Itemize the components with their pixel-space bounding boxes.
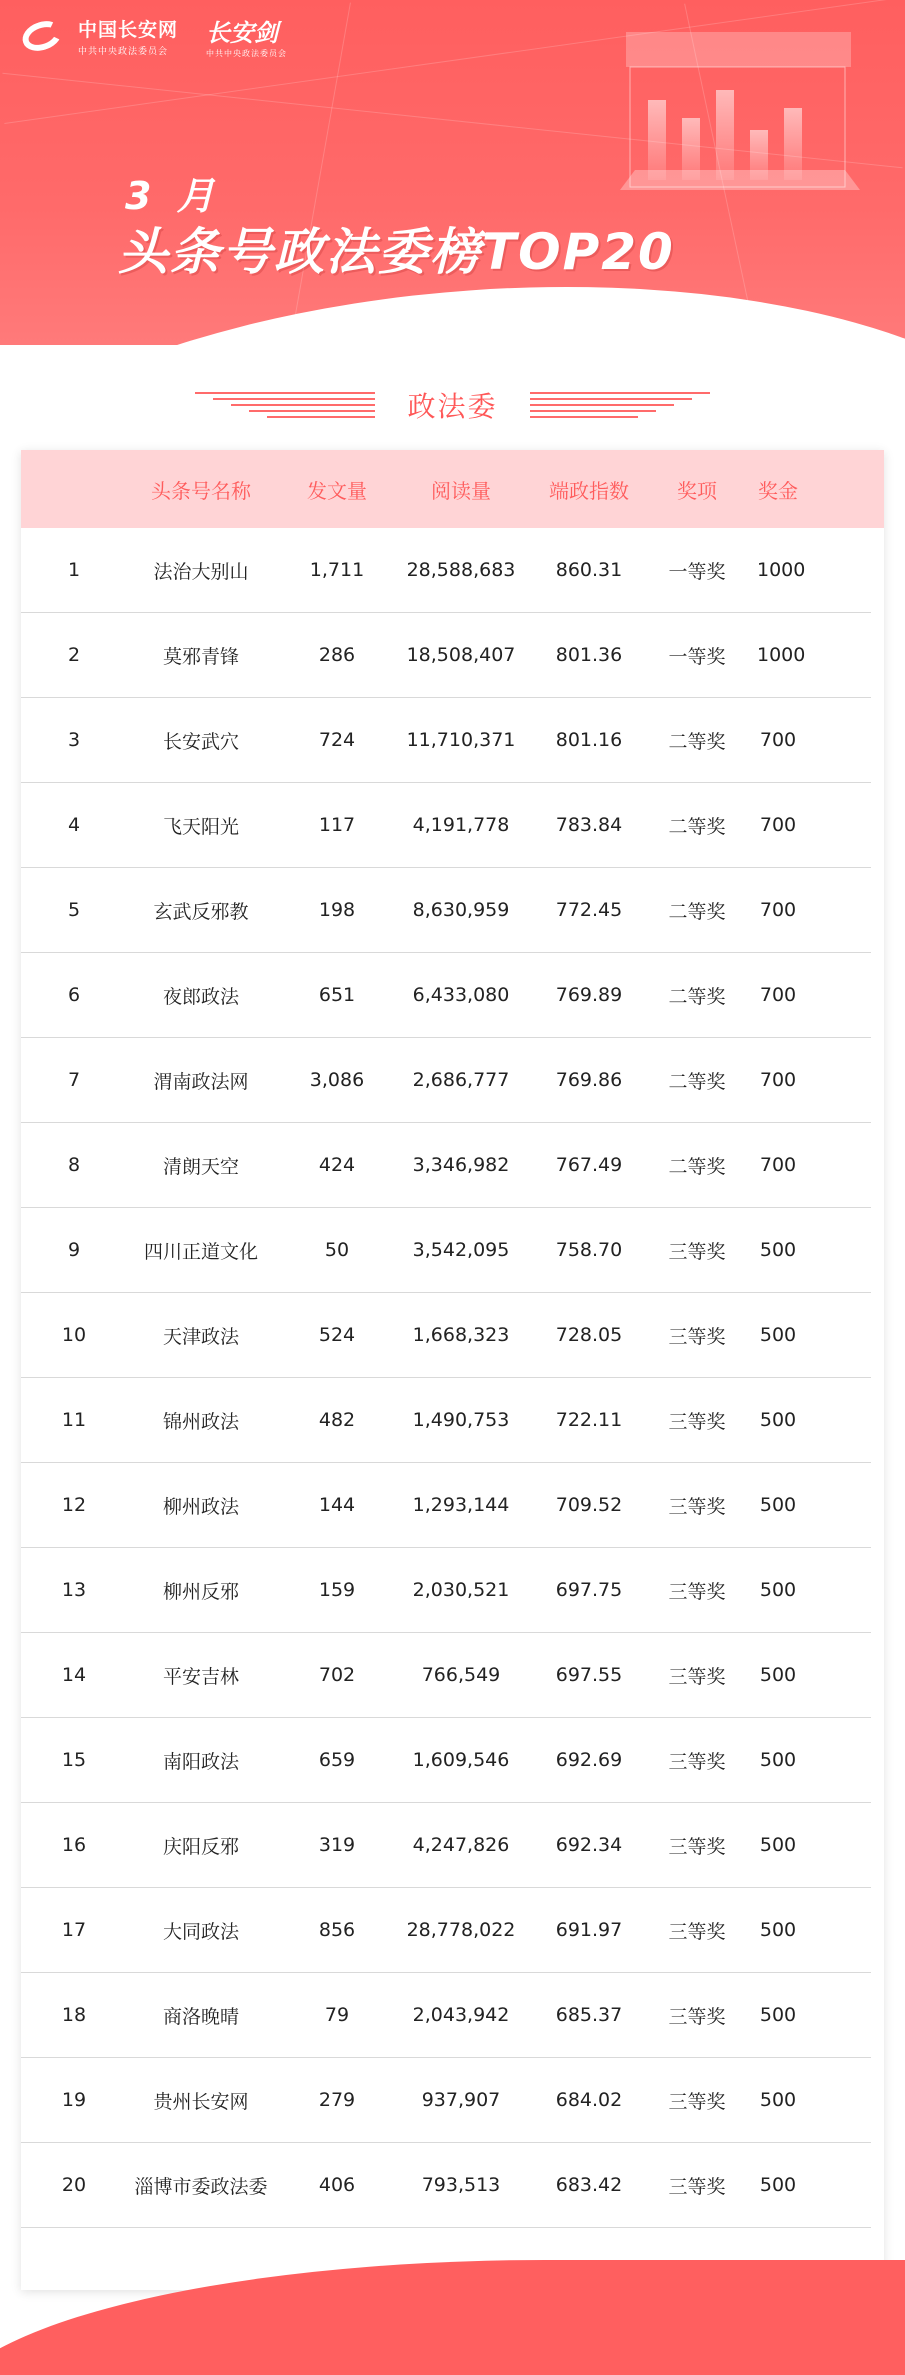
- cell-index: 801.16: [555, 729, 623, 751]
- cell-reads: 1,293,144: [412, 1494, 510, 1516]
- cell-award: 三等奖: [668, 2090, 726, 2113]
- cell-name: 渭南政法网: [153, 1070, 249, 1093]
- cell-count: 79: [324, 2004, 350, 2026]
- cell-bonus: 500: [759, 2174, 797, 2196]
- cell-count: 286: [318, 644, 356, 666]
- cell-reads: 1,609,546: [412, 1749, 510, 1771]
- table-row: [21, 1463, 871, 1548]
- cell-bonus: 500: [759, 1494, 797, 1516]
- col-count-header: 发文量: [307, 478, 367, 503]
- cell-bonus: 700: [759, 984, 797, 1006]
- cell-award: 三等奖: [668, 1920, 726, 1943]
- cell-count: 117: [318, 814, 356, 836]
- cell-index: 767.49: [555, 1154, 623, 1176]
- page-title: 头条号政法委榜TOP20: [118, 223, 675, 281]
- cell-name: 玄武反邪教: [153, 900, 249, 923]
- cell-award: 二等奖: [668, 1155, 726, 1178]
- cell-reads: 4,191,778: [412, 814, 510, 836]
- decorative-lines-left: [195, 390, 375, 420]
- cell-index: 783.84: [555, 814, 623, 836]
- cell-award: 三等奖: [668, 1410, 726, 1433]
- cell-name: 锦州政法: [162, 1410, 239, 1433]
- cell-index: 697.75: [555, 1579, 623, 1601]
- ranking-table: [21, 450, 884, 2290]
- cell-rank: 16: [61, 1834, 87, 1856]
- footer-decoration: [0, 2250, 905, 2375]
- cell-reads: 4,247,826: [412, 1834, 510, 1856]
- table-body: [21, 528, 884, 2228]
- table-row: [21, 1038, 871, 1123]
- cell-award: 三等奖: [668, 1325, 726, 1348]
- cell-bonus: 500: [759, 2004, 797, 2026]
- cell-rank: 5: [67, 899, 81, 921]
- cell-bonus: 500: [759, 1409, 797, 1431]
- cell-index: 769.86: [555, 1069, 623, 1091]
- cell-bonus: 700: [759, 729, 797, 751]
- cell-rank: 20: [61, 2174, 87, 2196]
- cell-name: 天津政法: [162, 1325, 239, 1348]
- cell-bonus: 500: [759, 1239, 797, 1261]
- cell-count: 724: [318, 729, 356, 751]
- cell-index: 691.97: [555, 1919, 623, 1941]
- cell-count: 50: [324, 1239, 350, 1261]
- cell-rank: 19: [61, 2089, 87, 2111]
- table-row: [21, 613, 871, 698]
- cell-bonus: 700: [759, 1154, 797, 1176]
- cell-rank: 10: [61, 1324, 87, 1346]
- cell-rank: 11: [61, 1409, 87, 1431]
- cell-bonus: 1000: [757, 644, 806, 666]
- cell-count: 702: [318, 1664, 356, 1686]
- cell-index: 709.52: [555, 1494, 623, 1516]
- cell-index: 772.45: [555, 899, 623, 921]
- table-row: [21, 783, 871, 868]
- table-row: [21, 2058, 871, 2143]
- cell-reads: 2,030,521: [412, 1579, 510, 1601]
- table-row: [21, 1208, 871, 1293]
- cell-name: 商洛晚晴: [162, 2005, 239, 2028]
- cell-index: 683.42: [555, 2174, 623, 2196]
- cell-name: 庆阳反邪: [162, 1835, 239, 1858]
- cell-reads: 6,433,080: [412, 984, 510, 1006]
- cell-name: 柳州政法: [162, 1495, 239, 1518]
- table-row: [21, 1293, 871, 1378]
- logo-title: 中国长安网: [78, 20, 179, 41]
- cell-reads: 18,508,407: [406, 644, 516, 666]
- table-row: [21, 1548, 871, 1633]
- section-label: 政法委: [407, 390, 498, 423]
- cell-name: 贵州长安网: [153, 2090, 249, 2113]
- cell-rank: 18: [61, 2004, 87, 2026]
- cell-award: 三等奖: [668, 1580, 726, 1603]
- cell-award: 三等奖: [668, 2005, 726, 2028]
- cell-rank: 15: [61, 1749, 87, 1771]
- cell-index: 692.34: [555, 1834, 623, 1856]
- table-row: [21, 1803, 871, 1888]
- col-name-header: 头条号名称: [151, 478, 251, 503]
- cell-bonus: 500: [759, 1324, 797, 1346]
- cell-index: 769.89: [555, 984, 623, 1006]
- cell-name: 平安吉林: [162, 1665, 239, 1688]
- col-reads-header: 阅读量: [431, 478, 491, 503]
- cell-name: 飞天阳光: [162, 815, 239, 838]
- cell-reads: 2,686,777: [412, 1069, 510, 1091]
- changanjian-logo: 长安剑: [206, 18, 279, 47]
- cell-name: 四川正道文化: [143, 1240, 258, 1263]
- cell-reads: 11,710,371: [406, 729, 516, 751]
- cell-reads: 3,542,095: [412, 1239, 510, 1261]
- cell-reads: 937,907: [421, 2089, 501, 2111]
- title-month: 3 月: [125, 174, 221, 218]
- cell-award: 三等奖: [668, 2175, 726, 2198]
- cell-name: 莫邪青锋: [162, 645, 239, 668]
- cell-name: 长安武穴: [162, 730, 239, 753]
- cell-bonus: 500: [759, 1919, 797, 1941]
- cell-rank: 17: [61, 1919, 87, 1941]
- cell-reads: 793,513: [421, 2174, 501, 2196]
- cell-count: 524: [318, 1324, 356, 1346]
- cell-reads: 2,043,942: [412, 2004, 510, 2026]
- cell-bonus: 500: [759, 2089, 797, 2111]
- cell-index: 685.37: [555, 2004, 623, 2026]
- cell-award: 三等奖: [668, 1835, 726, 1858]
- table-row: [21, 1378, 871, 1463]
- cell-name: 大同政法: [162, 1920, 239, 1943]
- cell-name: 淄博市委政法委: [134, 2175, 268, 2198]
- table-row: [21, 953, 871, 1038]
- cell-award: 二等奖: [668, 815, 726, 838]
- cell-award: 三等奖: [668, 1665, 726, 1688]
- cell-reads: 766,549: [421, 1664, 501, 1686]
- cell-award: 一等奖: [668, 560, 726, 583]
- cell-bonus: 500: [759, 1579, 797, 1601]
- cell-count: 279: [318, 2089, 356, 2111]
- cell-name: 南阳政法: [162, 1750, 239, 1773]
- cell-index: 860.31: [555, 559, 623, 581]
- cell-name: 柳州反邪: [162, 1580, 239, 1603]
- col-award-header: 奖项: [677, 478, 717, 503]
- cell-rank: 14: [61, 1664, 87, 1686]
- cell-name: 清朗天空: [162, 1155, 239, 1178]
- cell-rank: 8: [67, 1154, 81, 1176]
- cell-count: 3,086: [309, 1069, 365, 1091]
- cell-count: 856: [318, 1919, 356, 1941]
- table-row: [21, 698, 871, 783]
- cell-bonus: 500: [759, 1834, 797, 1856]
- section-heading: [0, 380, 905, 430]
- cell-count: 651: [318, 984, 356, 1006]
- cell-rank: 2: [67, 644, 81, 666]
- table-row: [21, 1888, 871, 1973]
- cell-count: 659: [318, 1749, 356, 1771]
- cell-reads: 1,668,323: [412, 1324, 510, 1346]
- cell-count: 424: [318, 1154, 356, 1176]
- cell-index: 692.69: [555, 1749, 623, 1771]
- table-row: [21, 868, 871, 953]
- cell-rank: 1: [67, 559, 81, 581]
- cell-award: 三等奖: [668, 1240, 726, 1263]
- cell-rank: 3: [67, 729, 81, 751]
- header-banner: [0, 0, 905, 345]
- cell-reads: 8,630,959: [412, 899, 510, 921]
- cell-count: 406: [318, 2174, 356, 2196]
- decorative-lines-right: [530, 390, 710, 420]
- bar-chart-decoration-icon: [620, 30, 860, 195]
- cell-index: 722.11: [555, 1409, 623, 1431]
- cell-rank: 4: [67, 814, 81, 836]
- cell-bonus: 700: [759, 899, 797, 921]
- cell-count: 198: [318, 899, 356, 921]
- cell-bonus: 500: [759, 1749, 797, 1771]
- table-row: [21, 1718, 871, 1803]
- cell-award: 三等奖: [668, 1750, 726, 1773]
- cell-rank: 6: [67, 984, 81, 1006]
- cell-reads: 28,778,022: [406, 1919, 516, 1941]
- cell-reads: 3,346,982: [412, 1154, 510, 1176]
- table-row: [21, 1973, 871, 2058]
- table-row: [21, 1123, 871, 1208]
- cell-count: 319: [318, 1834, 356, 1856]
- table-row: [21, 1633, 871, 1718]
- cell-index: 728.05: [555, 1324, 623, 1346]
- col-index-header: 端政指数: [549, 478, 629, 503]
- cell-bonus: 1000: [757, 559, 806, 581]
- cell-bonus: 700: [759, 814, 797, 836]
- cell-bonus: 700: [759, 1069, 797, 1091]
- table-row: [21, 2143, 871, 2228]
- cell-count: 144: [318, 1494, 356, 1516]
- cell-name: 法治大别山: [153, 560, 249, 583]
- cell-count: 159: [318, 1579, 356, 1601]
- cell-rank: 12: [61, 1494, 87, 1516]
- cell-index: 684.02: [555, 2089, 623, 2111]
- cell-award: 二等奖: [668, 900, 726, 923]
- cell-rank: 7: [67, 1069, 81, 1091]
- cell-award: 二等奖: [668, 985, 726, 1008]
- cell-count: 1,711: [309, 559, 365, 581]
- cell-award: 二等奖: [668, 1070, 726, 1093]
- cell-index: 758.70: [555, 1239, 623, 1261]
- cell-index: 801.36: [555, 644, 623, 666]
- cell-name: 夜郎政法: [162, 985, 239, 1008]
- cell-award: 一等奖: [668, 645, 726, 668]
- cell-reads: 28,588,683: [406, 559, 516, 581]
- cell-award: 二等奖: [668, 730, 726, 753]
- cell-award: 三等奖: [668, 1495, 726, 1518]
- brand-logos: [22, 14, 287, 58]
- cell-index: 697.55: [555, 1664, 623, 1686]
- table-header-row: [21, 450, 884, 528]
- changan-logo-icon: [22, 18, 68, 54]
- logo-subtitle: 中共中央政法委员会: [78, 47, 169, 57]
- cell-reads: 1,490,753: [412, 1409, 510, 1431]
- cell-bonus: 500: [759, 1664, 797, 1686]
- cell-rank: 9: [67, 1239, 81, 1261]
- cell-rank: 13: [61, 1579, 87, 1601]
- col-bonus-header: 奖金: [758, 478, 798, 503]
- table-row: [21, 528, 871, 613]
- changanjian-subtitle: 中共中央政法委员会: [206, 49, 288, 58]
- cell-count: 482: [318, 1409, 356, 1431]
